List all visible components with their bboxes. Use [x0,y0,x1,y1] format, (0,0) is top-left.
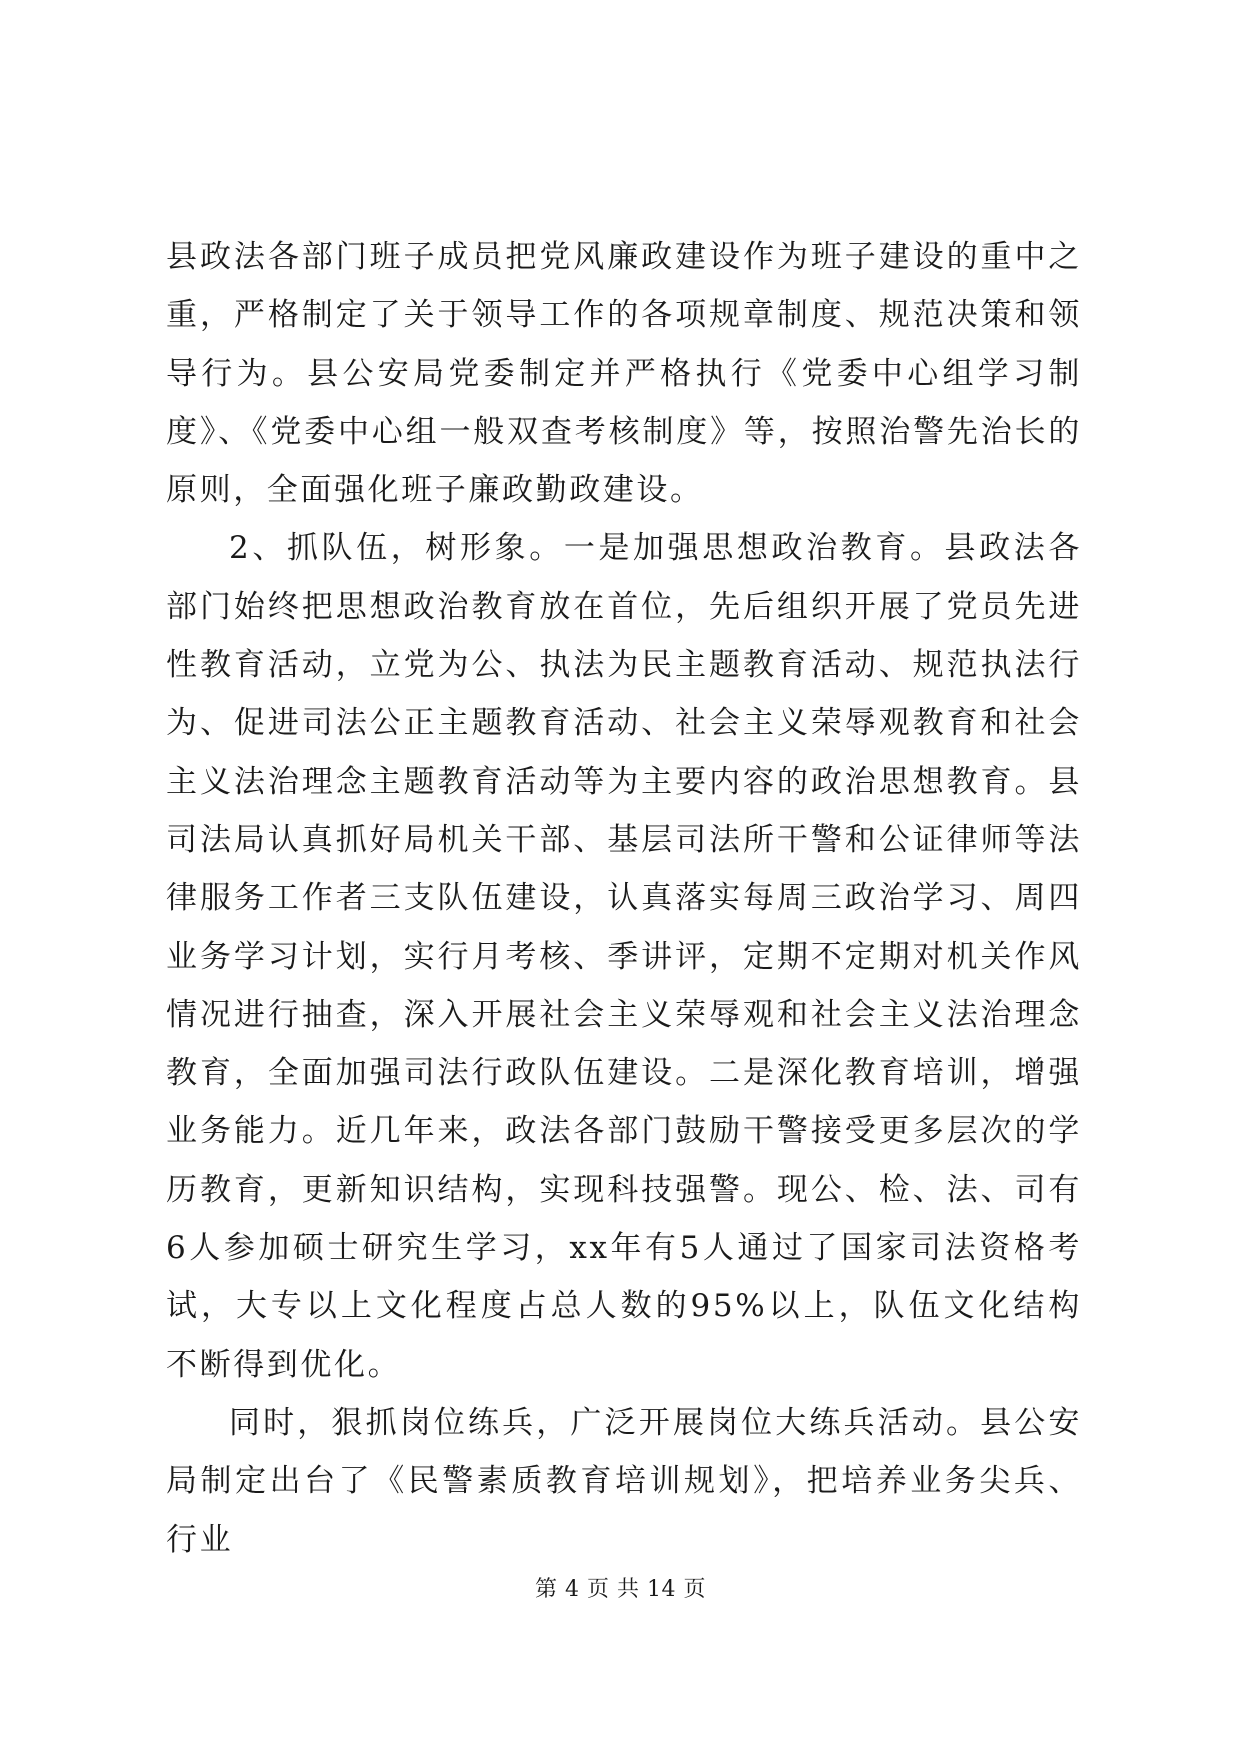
paragraph-team-building: 2、抓队伍，树形象。一是加强思想政治教育。县政法各部门始终把思想政治教育放在首位，先后组织开展了党员先进性教育活动，立党为公、执法为民主题教育活动、规范执法行为、促进司法公正主题教育活动、社会主义荣辱观教育和社会主义法治理念主题教育活动等为主要内容的政治思想教育。县司法局认真抓好局机关干部、基层司法所干警和公证律师等法律服务工作者三支队伍建设，认真落实每周三政治学习、周四业务学习计划，实行月考核、季讲评，定期不定期对机关作风情况进行抽查，深入开展社会主义荣辱观和社会主义法治理念教育，全面加强司法行政队伍建设。二是深化教育培训，增强业务能力。近几年来，政法各部门鼓励干警接受更多层次的学历教育，更新知识结构，实现科技强警。现公、检、法、司有6人参加硕士研究生学习，xx年有5人通过了国家司法资格考试，大专以上文化程度占总人数的95%以上，队伍文化结构不断得到优化。 [166,530,1082,1383]
document-body [166,228,1082,1569]
page-footer [0,1572,1241,1603]
page-number-label: 第 4 页 共 14 页 [535,1577,706,1602]
paragraph-continuation: 县政法各部门班子成员把党风廉政建设作为班子建设的重中之重，严格制定了关于领导工作的各项规章制度、规范决策和领导行为。县公安局党委制定并严格执行《党委中心组学习制度》、《党委中心组一般双查考核制度》等，按照治警先治长的原则，全面强化班子廉政勤政建设。 [166,239,1082,509]
paragraph-post-training: 同时，狠抓岗位练兵，广泛开展岗位大练兵活动。县公安局制定出台了《民警素质教育培训规划》，把培养业务尖兵、行业 [166,1404,1082,1558]
